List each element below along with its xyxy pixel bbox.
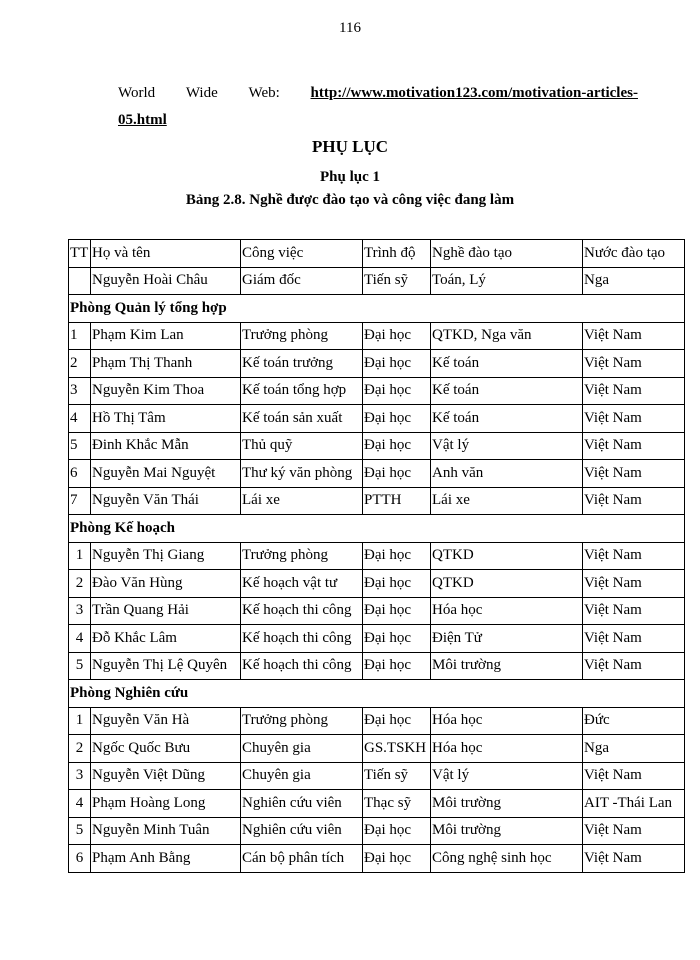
cell-tt: 1: [69, 322, 91, 350]
table-cell: Ngốc Quốc Bưu: [91, 735, 241, 763]
table-cell: Trưởng phòng: [241, 542, 363, 570]
table-cell: Thạc sỹ: [363, 790, 431, 818]
cell-tt: 4: [69, 405, 91, 433]
cell-tt: 1: [69, 542, 91, 570]
reference-line-1: [118, 80, 638, 107]
table-cell: Đại học: [363, 460, 431, 488]
table-cell: GS.TSKH: [363, 735, 431, 763]
table-cell: Điện Tử: [431, 625, 583, 653]
reference-word: World: [118, 85, 156, 101]
table-row: [69, 350, 685, 378]
cell-tt: 2: [69, 735, 91, 763]
table-cell: Nước đào tạo: [583, 240, 685, 268]
table-cell: Kế toán tổng hợp: [241, 377, 363, 405]
table-row: [69, 432, 685, 460]
table-row: [69, 570, 685, 598]
cell-tt: 2: [69, 350, 91, 378]
table-cell: Việt Nam: [583, 350, 685, 378]
table-cell: Kế toán: [431, 350, 583, 378]
cell-tt: 1: [69, 707, 91, 735]
table-cell: AIT -Thái Lan: [583, 790, 685, 818]
table-cell: Việt Nam: [583, 432, 685, 460]
table-cell: Đại học: [363, 707, 431, 735]
table-cell: Nga: [583, 735, 685, 763]
table-cell: Đức: [583, 707, 685, 735]
table-cell: Thư ký văn phòng: [241, 460, 363, 488]
table-cell: Hồ Thị Tâm: [91, 405, 241, 433]
table-cell: Kế hoạch thi công: [241, 597, 363, 625]
table-row: [69, 625, 685, 653]
table-caption: Bảng 2.8. Nghề được đào tạo và công việc đang làm: [185, 192, 515, 208]
table-cell: Nghiên cứu viên: [241, 817, 363, 845]
table-cell: Vật lý: [431, 432, 583, 460]
page-number: 116: [339, 20, 361, 36]
table-cell: QTKD, Nga văn: [431, 322, 583, 350]
table-cell: Đại học: [363, 597, 431, 625]
table-cell: Vật lý: [431, 762, 583, 790]
table-row: [69, 322, 685, 350]
table-cell: Môi trường: [431, 817, 583, 845]
table-cell: Thủ quỹ: [241, 432, 363, 460]
table-cell: Đại học: [363, 845, 431, 873]
table-cell: Trưởng phòng: [241, 322, 363, 350]
table-cell: Đại học: [363, 432, 431, 460]
table-row: [69, 762, 685, 790]
table-cell: Việt Nam: [583, 625, 685, 653]
table-cell: Công việc: [241, 240, 363, 268]
group-name: Phòng Nghiên cứu: [69, 680, 685, 708]
table-row: [69, 652, 685, 680]
cell-tt: 5: [69, 817, 91, 845]
table-cell: Trưởng phòng: [241, 707, 363, 735]
table-row: [69, 460, 685, 488]
table-cell: Việt Nam: [583, 487, 685, 515]
table-cell: Việt Nam: [583, 762, 685, 790]
group-row: [69, 515, 685, 543]
table-row: [69, 817, 685, 845]
cell-tt: [69, 267, 91, 295]
table-cell: Đinh Khắc Mẫn: [91, 432, 241, 460]
table-cell: Đại học: [363, 570, 431, 598]
table-cell: Nguyễn Minh Tuân: [91, 817, 241, 845]
table-cell: Nguyễn Kim Thoa: [91, 377, 241, 405]
table-cell: Kế hoạch thi công: [241, 652, 363, 680]
cell-tt: 3: [69, 597, 91, 625]
reference-word: Web:: [248, 85, 280, 101]
table-cell: QTKD: [431, 570, 583, 598]
table-cell: Phạm Thị Thanh: [91, 350, 241, 378]
cell-tt: 6: [69, 460, 91, 488]
table-cell: Hóa học: [431, 707, 583, 735]
appendix-title: PHỤ LỤC: [311, 137, 389, 156]
cell-tt: 4: [69, 625, 91, 653]
table-cell: Kế hoạch vật tư: [241, 570, 363, 598]
group-name: Phòng Kế hoạch: [69, 515, 685, 543]
table-cell: Môi trường: [431, 790, 583, 818]
table-cell: Chuyên gia: [241, 762, 363, 790]
table-cell: PTTH: [363, 487, 431, 515]
table-cell: Phạm Kim Lan: [91, 322, 241, 350]
table-cell: Nghề đào tạo: [431, 240, 583, 268]
table-cell: Đại học: [363, 542, 431, 570]
table-row: [69, 542, 685, 570]
table-cell: Kế toán: [431, 405, 583, 433]
table-cell: Môi trường: [431, 652, 583, 680]
table-row: [69, 735, 685, 763]
table-row: [69, 487, 685, 515]
cell-tt: 4: [69, 790, 91, 818]
table-cell: Việt Nam: [583, 597, 685, 625]
table-cell: Nguyễn Mai Nguyệt: [91, 460, 241, 488]
table-cell: Việt Nam: [583, 845, 685, 873]
table-cell: QTKD: [431, 542, 583, 570]
table-cell: Đại học: [363, 405, 431, 433]
table-cell: Nghiên cứu viên: [241, 790, 363, 818]
cell-tt: 3: [69, 762, 91, 790]
table-cell: Việt Nam: [583, 652, 685, 680]
table-cell: Trình độ: [363, 240, 431, 268]
table-cell: Việt Nam: [583, 460, 685, 488]
group-name: Phòng Quản lý tổng hợp: [69, 295, 685, 323]
table-cell: Nguyễn Văn Thái: [91, 487, 241, 515]
cell-tt: TT: [69, 240, 91, 268]
table-cell: Nguyễn Thị Giang: [91, 542, 241, 570]
group-row: [69, 295, 685, 323]
table-header-row: [69, 240, 685, 268]
table-cell: Phạm Hoàng Long: [91, 790, 241, 818]
table-cell: Đại học: [363, 817, 431, 845]
table-cell: Đại học: [363, 625, 431, 653]
cell-tt: 6: [69, 845, 91, 873]
table-row: [69, 267, 685, 295]
table-cell: Trần Quang Hải: [91, 597, 241, 625]
table-cell: Kế toán: [431, 377, 583, 405]
table-cell: Việt Nam: [583, 542, 685, 570]
cell-tt: 5: [69, 652, 91, 680]
table-cell: Nguyễn Văn Hà: [91, 707, 241, 735]
appendix-subtitle: Phụ lục 1: [319, 169, 380, 185]
table-cell: Nguyễn Hoài Châu: [91, 267, 241, 295]
reference-entry: [118, 80, 638, 134]
table-cell: Việt Nam: [583, 377, 685, 405]
table-cell: Việt Nam: [583, 817, 685, 845]
table-cell: Lái xe: [431, 487, 583, 515]
table-cell: Đỗ Khắc Lâm: [91, 625, 241, 653]
table-cell: Đại học: [363, 350, 431, 378]
table-cell: Nga: [583, 267, 685, 295]
table-row: [69, 790, 685, 818]
cell-tt: 5: [69, 432, 91, 460]
staff-table: [68, 239, 685, 873]
cell-tt: 3: [69, 377, 91, 405]
table-cell: Phạm Anh Bằng: [91, 845, 241, 873]
table-cell: Kế hoạch thi công: [241, 625, 363, 653]
table-cell: Họ và tên: [91, 240, 241, 268]
table-cell: Đại học: [363, 377, 431, 405]
table-cell: Cán bộ phân tích: [241, 845, 363, 873]
table-cell: Hóa học: [431, 735, 583, 763]
table-row: [69, 597, 685, 625]
table-row: [69, 377, 685, 405]
cell-tt: 7: [69, 487, 91, 515]
table-cell: Đào Văn Hùng: [91, 570, 241, 598]
table-cell: Hóa học: [431, 597, 583, 625]
reference-url-part1[interactable]: http://www.motivation123.com/motivation-articles-: [310, 85, 638, 101]
table-cell: Toán, Lý: [431, 267, 583, 295]
table-cell: Việt Nam: [583, 322, 685, 350]
table-row: [69, 707, 685, 735]
table-cell: Nguyễn Thị Lệ Quyên: [91, 652, 241, 680]
table-cell: Việt Nam: [583, 405, 685, 433]
reference-url-part2[interactable]: 05.html: [118, 112, 167, 128]
table-cell: Công nghệ sinh học: [431, 845, 583, 873]
table-cell: Kế toán sản xuất: [241, 405, 363, 433]
reference-word: Wide: [185, 85, 218, 101]
table-cell: Nguyễn Việt Dũng: [91, 762, 241, 790]
table-cell: Tiến sỹ: [363, 762, 431, 790]
table-cell: Chuyên gia: [241, 735, 363, 763]
table-cell: Kế toán trưởng: [241, 350, 363, 378]
table-cell: Việt Nam: [583, 570, 685, 598]
cell-tt: 2: [69, 570, 91, 598]
table-row: [69, 405, 685, 433]
table-cell: Đại học: [363, 652, 431, 680]
table-row: [69, 845, 685, 873]
table-cell: Tiến sỹ: [363, 267, 431, 295]
table-cell: Lái xe: [241, 487, 363, 515]
table-cell: Anh văn: [431, 460, 583, 488]
table-cell: Đại học: [363, 322, 431, 350]
table-cell: Giám đốc: [241, 267, 363, 295]
group-row: [69, 680, 685, 708]
